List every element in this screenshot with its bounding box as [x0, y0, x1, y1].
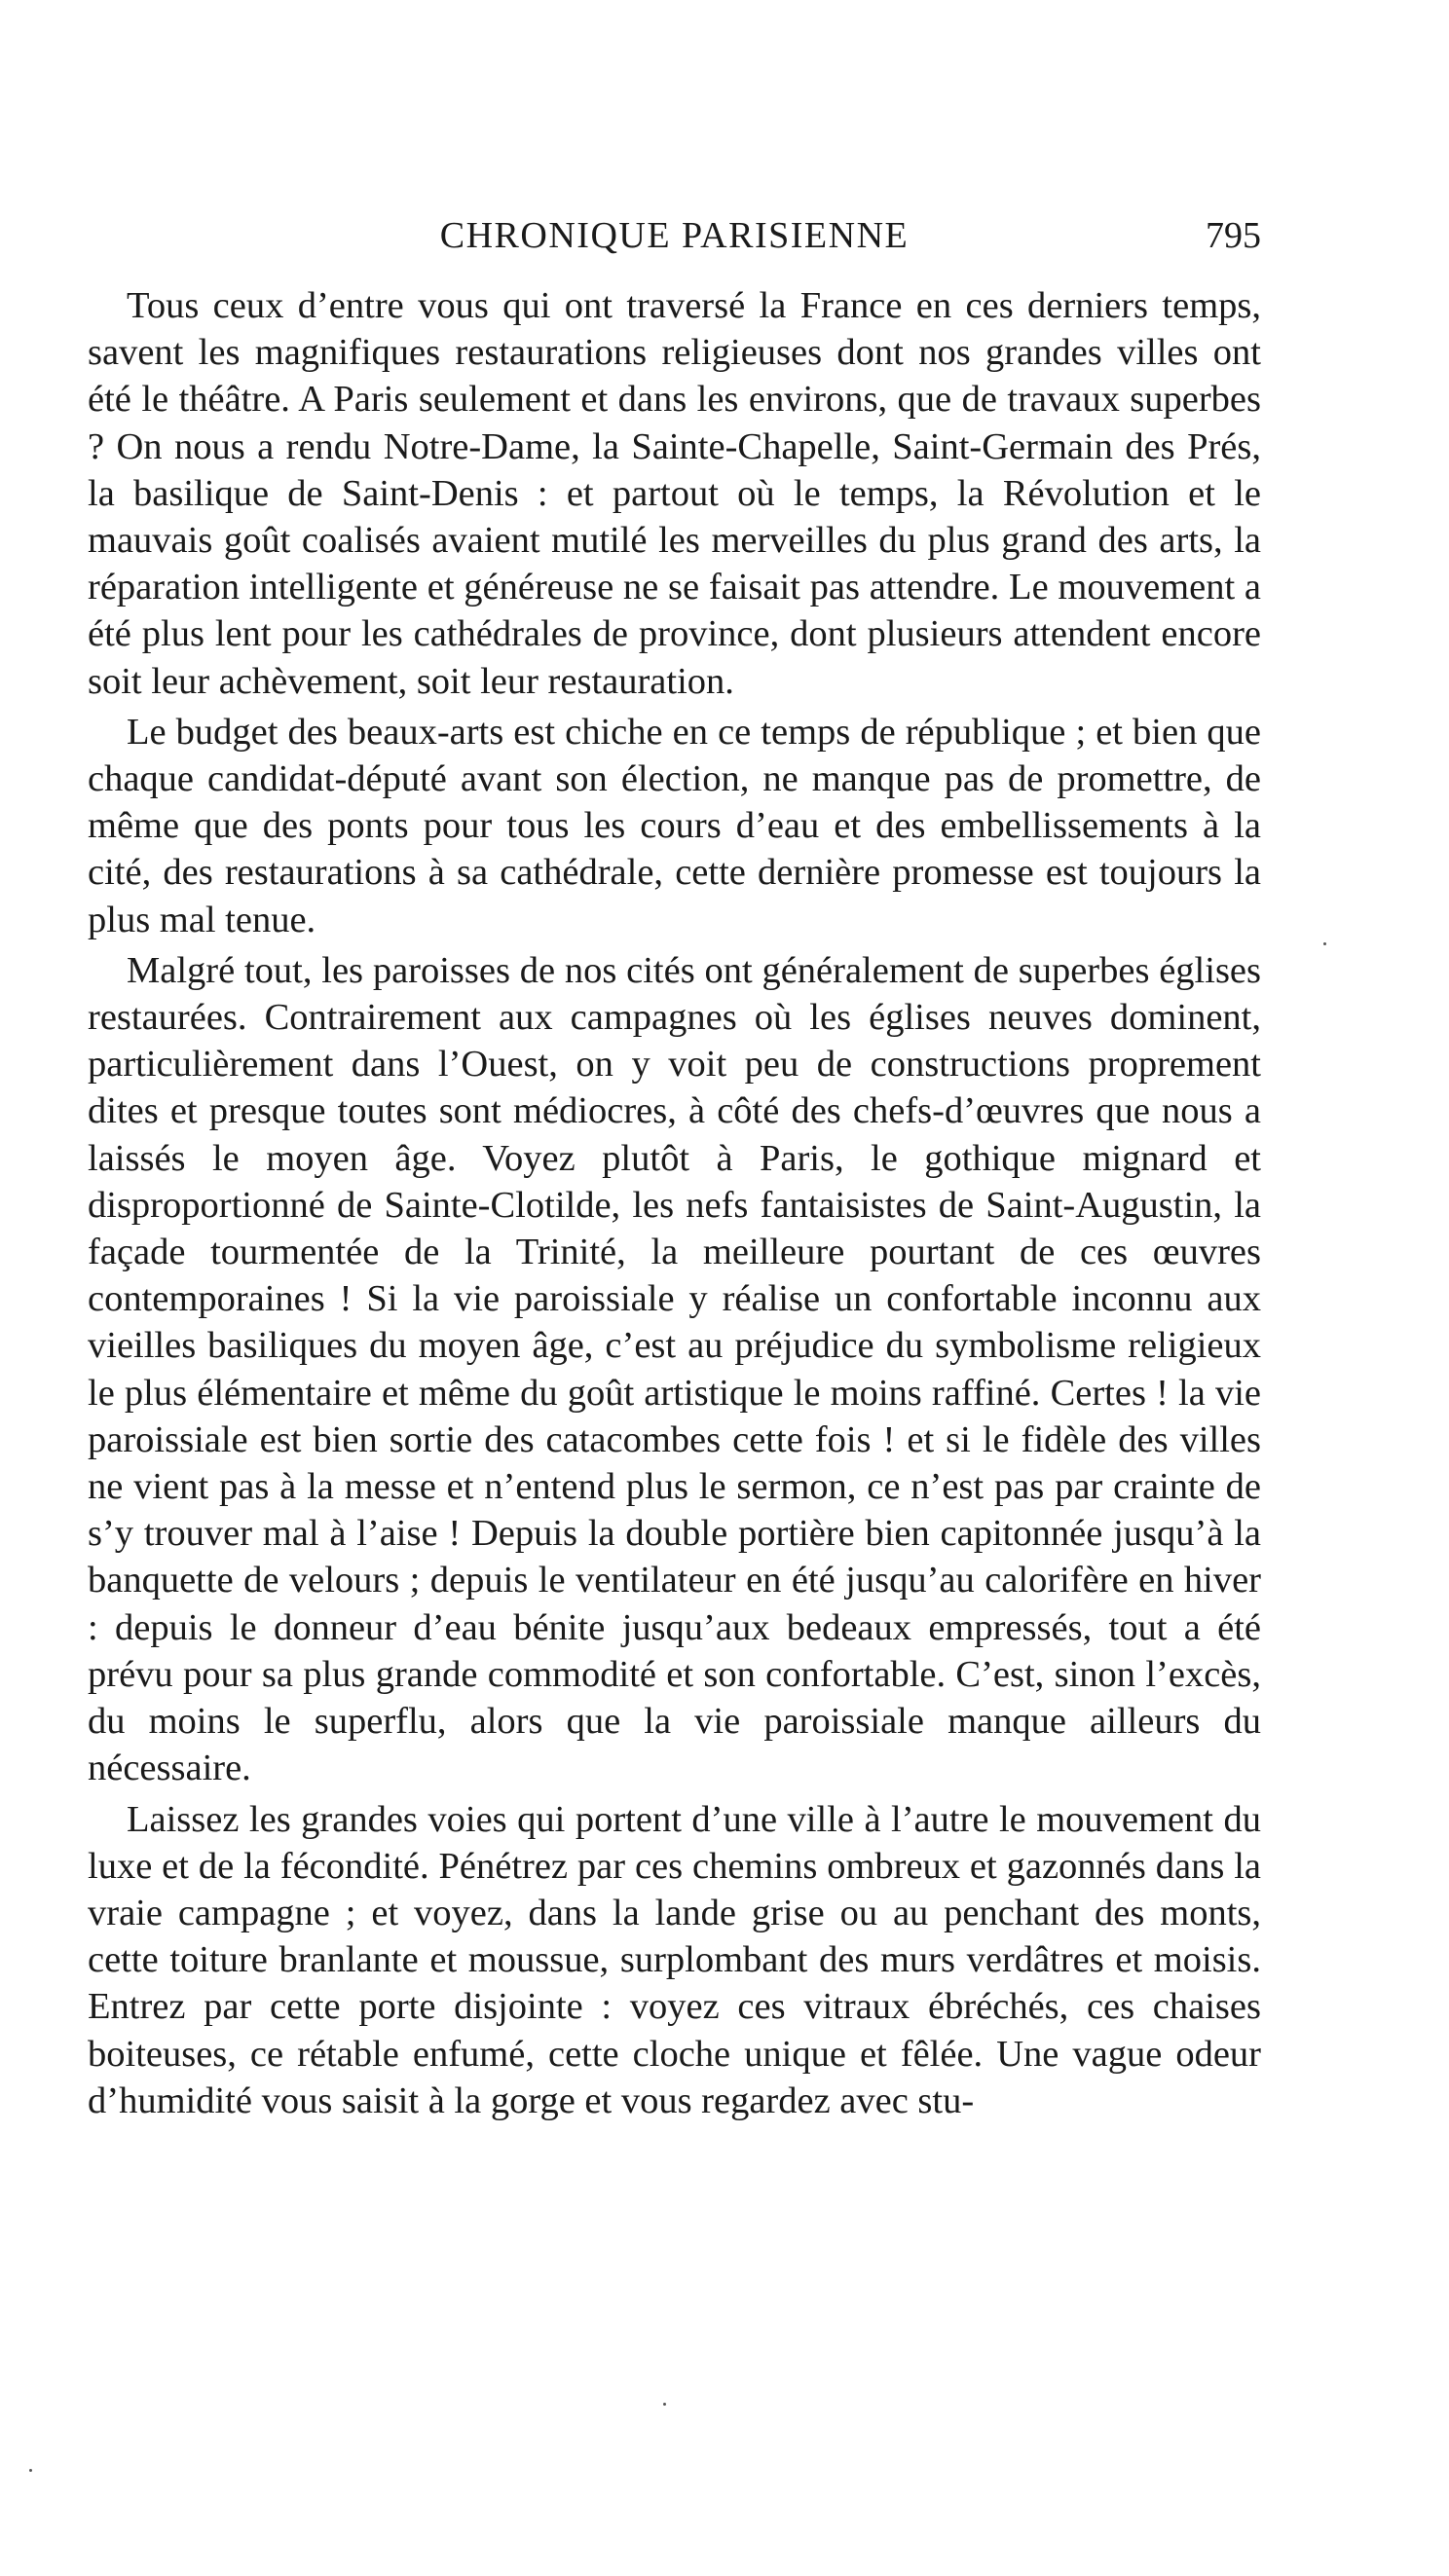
body-text — [88, 282, 1261, 2128]
paragraph-3: Malgré tout, les paroisses de nos cités ont généralement de superbes églises restaurées. Contrairement aux campagnes où les églises neuves dominent, particulièrement dans l’Ouest, on y voit peu de constructions proprement dites et presque toutes sont médiocres, à côté des chefs-d’œuvres que nous a laissés le moyen âge. Voyez plutôt à Paris, le gothique mignard et disproportionné de Sainte-Clotilde, les nefs fantaisistes de Saint-Augustin, la façade tourmentée de la Trinité, la meilleure pourtant de ces œuvres contemporaines ! Si la vie paroissiale y réalise un confortable inconnu aux vieilles basiliques du moyen âge, c’est au préjudice du symbolisme religieux le plus élémentaire et même du goût artistique le moins raffiné. Certes ! la vie paroissiale est bien sortie des catacombes cette fois ! et si le fidèle des villes ne vient pas à la messe et n’entend plus le sermon, ce n’est pas par crainte de s’y trouver mal à l’aise ! Depuis la double portière bien capitonnée jusqu’à la banquette de velours ; depuis le ventilateur en été jusqu’au calorifère en hiver : depuis le donneur d’eau bénite jusqu’aux bedeaux empressés, tout a été prévu pour sa plus grande commodité et son confortable. C’est, sinon l’excès, du moins le superflu, alors que la vie paroissiale manque ailleurs du nécessaire. — [88, 949, 1261, 1789]
running-head — [88, 206, 1261, 265]
running-title: CHRONIQUE PARISIENNE — [439, 215, 910, 256]
print-speck — [1323, 942, 1326, 945]
paragraph-4: Laissez les grandes voies qui portent d’une ville à l’autre le mouvement du luxe et de la fécondité. Pénétrez par ces chemins ombreux et gazonnés dans la vraie campagne ; et voyez, dans la lande grise ou au penchant des monts, cette toiture branlante et moussue, surplombant des murs verdâtres et moisis. Entrez par cette porte disjointe : voyez ces vitraux ébréchés, ces chaises boiteuses, ce rétable enfumé, cette cloche unique et fêlée. Une vague odeur d’humidité vous saisit à la gorge et vous regardez avec stu- — [88, 1798, 1261, 2121]
print-speck — [29, 2469, 32, 2472]
page-number: 795 — [1206, 215, 1261, 256]
paragraph-2: Le budget des beaux-arts est chiche en ce temps de république ; et bien que chaque candidat-député avant son élection, ne manque pas de promettre, de même que des ponts pour tous les cours d’eau et des embellissements à la cité, des restaurations à sa cathédrale, cette dernière promesse est toujours la plus mal tenue. — [88, 711, 1261, 940]
paragraph-1: Tous ceux d’entre vous qui ont traversé la France en ces derniers temps, savent les magnifiques restaurations religieuses dont nos grandes villes ont été le théâtre. A Paris seulement et dans les environs, que de travaux superbes ? On nous a rendu Notre-Dame, la Sainte-Chapelle, Saint-Germain des Prés, la basilique de Saint-Denis : et partout où le temps, la Révolution et le mauvais goût coalisés avaient mutilé les merveilles du plus grand des arts, la réparation intelligente et généreuse ne se faisait pas attendre. Le mouvement a été plus lent pour les cathédrales de province, dont plusieurs attendent encore soit leur achèvement, soit leur restauration. — [88, 285, 1261, 702]
print-speck — [663, 2403, 666, 2406]
